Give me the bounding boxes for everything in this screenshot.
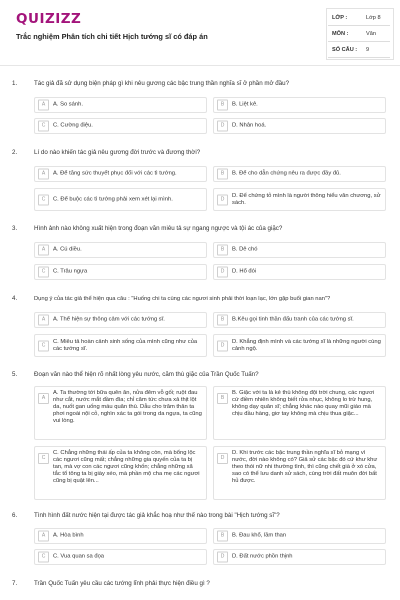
question-number: 1.: [12, 80, 18, 87]
option-letter: A: [38, 245, 49, 256]
option-letter: A: [38, 100, 49, 111]
option-text: A. So sánh.: [53, 101, 83, 108]
option-text: A. Hòa bình: [53, 532, 84, 539]
option-text: B. Dê chó: [232, 246, 258, 253]
option-text: B.Kêu gọi tinh thần đấu tranh của các tướng sĩ.: [232, 316, 354, 323]
meta-value: Văn: [366, 31, 376, 37]
option-text: D. Để chứng tỏ mình là người thông hiểu văn chương, sử sách.: [232, 192, 381, 206]
option-b[interactable]: [213, 528, 386, 544]
meta-label: SỐ CÂU :: [332, 47, 358, 53]
question-text: Tình hình đất nước hiện tại được tác giả khắc hoạ như thế nào trong bài "Hịch tướng sĩ"?: [34, 512, 280, 519]
option-letter: B: [217, 393, 228, 404]
option-a[interactable]: [34, 528, 207, 544]
option-text: B. Liệt kê.: [232, 101, 258, 108]
option-letter: D: [217, 121, 228, 132]
meta-value: 9: [366, 47, 370, 53]
option-text: D. Khi trước các bậc trung thần nghĩa sĩ bỏ mạng vì nước, đời nào không có? Giả sử các bậc đó cứ khư khư theo thói nữ nhi thường tình, thì cũng chết già ở xó cửa, sao có thể lưu danh sử sách, cùng trời đất muôn đời bất hủ được.: [232, 450, 378, 484]
meta-label: MÔN :: [332, 31, 349, 37]
question-text: Lí do nào khiến tác giả nêu gương đời trước và đương thời?: [34, 149, 201, 156]
option-text: C. Để buộc các tì tướng phải xem xét lại mình.: [53, 196, 173, 202]
question-number: 4.: [12, 295, 18, 302]
option-b[interactable]: [213, 242, 386, 258]
option-c[interactable]: [34, 188, 207, 211]
question-text: Dụng ý của tác giả thể hiện qua câu : "Huống chi ta cùng các ngươi sinh phải thời loạn lạc, lớn gặp buổi gian nan"?: [34, 296, 331, 302]
option-letter: C: [38, 552, 49, 563]
question-text: Trần Quốc Tuấn yêu cầu các tướng lĩnh phải thực hiện điều gì ?: [34, 580, 210, 587]
option-text: D. Hổ đói: [232, 268, 257, 275]
option-letter: C: [38, 194, 49, 205]
option-text: C. Vua quan sa đọa: [53, 553, 105, 560]
question-number: 7.: [12, 580, 18, 587]
option-text: C. Cường điệu.: [53, 122, 93, 129]
option-d[interactable]: [213, 446, 386, 500]
question-text: Tác giả đã sử dụng biện pháp gì khi nêu gương các bậc trung thần nghĩa sĩ ở phần mở đầu?: [34, 80, 290, 87]
option-letter: C: [38, 121, 49, 132]
option-letter: C: [38, 453, 49, 464]
option-letter: B: [217, 100, 228, 111]
option-text: C. Miêu tả hoàn cảnh sinh sống của mình cũng như của các tướng sĩ.: [53, 338, 198, 352]
option-d[interactable]: [213, 118, 386, 134]
option-letter: B: [217, 531, 228, 542]
option-text: D. Đất nước phồn thịnh: [232, 553, 293, 560]
option-c[interactable]: [34, 446, 207, 500]
option-c[interactable]: [34, 549, 207, 565]
question-text: Đoạn văn nào thể hiện rõ nhất lòng yêu nước, căm thù giặc của Trần Quốc Tuấn?: [34, 371, 259, 378]
option-c[interactable]: [34, 334, 207, 357]
meta-row-subject: [328, 26, 390, 42]
option-d[interactable]: [213, 334, 386, 357]
option-d[interactable]: [213, 188, 386, 211]
option-c[interactable]: [34, 264, 207, 280]
header-divider: [0, 65, 400, 66]
question-number: 3.: [12, 225, 18, 232]
option-letter: D: [217, 340, 228, 351]
option-text: A. Để tăng sức thuyết phục đối với các tì tướng.: [53, 170, 177, 177]
option-letter: D: [217, 194, 228, 205]
option-letter: A: [38, 531, 49, 542]
option-d[interactable]: [213, 264, 386, 280]
option-letter: D: [217, 267, 228, 278]
option-letter: B: [217, 169, 228, 180]
option-c[interactable]: [34, 118, 207, 134]
option-text: B. Để cho dẫn chứng nêu ra được đầy đủ.: [232, 170, 341, 177]
option-text: B. Giặc với ta là kẻ thù không đội trời chung, các ngươi cứ điềm nhiên không biết rửa nhục, không lo trừ hung, không dạy quân sĩ; chẳng khác nào quay mũi giáo mà chịu đầu hàng, giơ tay không mà chịu thua giặc...: [232, 390, 375, 417]
option-letter: C: [38, 340, 49, 351]
option-text: C. Chẳng những thái ấp của ta không còn, mà bổng lộc các ngươi cũng mất; chẳng những gia quyến của ta bị tan, mà vợ con các ngươi cũng khốn; chẳng những xã tắc tổ tông ta bị giày xéo, mà phần mộ cha mẹ các ngươi cũng bị quật lên...: [53, 450, 200, 484]
option-b[interactable]: [213, 386, 386, 440]
option-text: A. Ta thường tới bữa quên ăn, nửa đêm vỗ gối; ruột đau như cắt, nước mắt đầm đìa; chỉ căm tức chưa xả thịt lột da, nuốt gan uống máu quân thù. Dẫu cho trăm thân ta phơi ngoài nội cỏ, nghìn xác ta gói trong da ngựa, ta cũng vui lòng.: [53, 390, 202, 424]
option-letter: C: [38, 267, 49, 278]
option-letter: A: [38, 315, 49, 326]
option-a[interactable]: [34, 97, 207, 113]
meta-value: Lớp 8: [366, 15, 381, 21]
option-letter: A: [38, 169, 49, 180]
meta-label: LỚP :: [332, 15, 348, 21]
option-b[interactable]: [213, 312, 386, 328]
option-a[interactable]: [34, 386, 207, 440]
option-text: C. Trâu ngựa: [53, 268, 88, 275]
question-number: 5.: [12, 371, 18, 378]
option-a[interactable]: [34, 166, 207, 182]
option-letter: B: [217, 315, 228, 326]
option-text: D. Khẳng định mình và các tướng sĩ là những người cùng cảnh ngộ.: [232, 338, 381, 352]
option-text: A. Thể hiện sự thông cảm với các tướng sĩ.: [53, 316, 165, 323]
option-letter: D: [217, 552, 228, 563]
option-b[interactable]: [213, 166, 386, 182]
meta-row-class: [328, 10, 390, 26]
option-a[interactable]: [34, 242, 207, 258]
option-a[interactable]: [34, 312, 207, 328]
question-number: 6.: [12, 512, 18, 519]
option-letter: A: [38, 393, 49, 404]
question-number: 2.: [12, 149, 18, 156]
option-letter: B: [217, 245, 228, 256]
option-b[interactable]: [213, 97, 386, 113]
page-title: Trắc nghiệm Phân tích chi tiết Hịch tướng sĩ có đáp án: [16, 32, 208, 41]
question-text: Hình ảnh nào không xuất hiện trong đoạn văn miêu tả sự ngang ngược và tội ác của giặc?: [34, 225, 283, 232]
option-text: D. Nhân hoá.: [232, 122, 267, 129]
meta-row-count: [328, 42, 390, 58]
option-letter: D: [217, 453, 228, 464]
option-d[interactable]: [213, 549, 386, 565]
option-text: B. Đau khổ, lầm than: [232, 532, 287, 539]
meta-info: [328, 10, 390, 58]
quizizz-logo: QUIZIZZ: [16, 11, 82, 27]
option-text: A. Cú diều.: [53, 246, 82, 253]
